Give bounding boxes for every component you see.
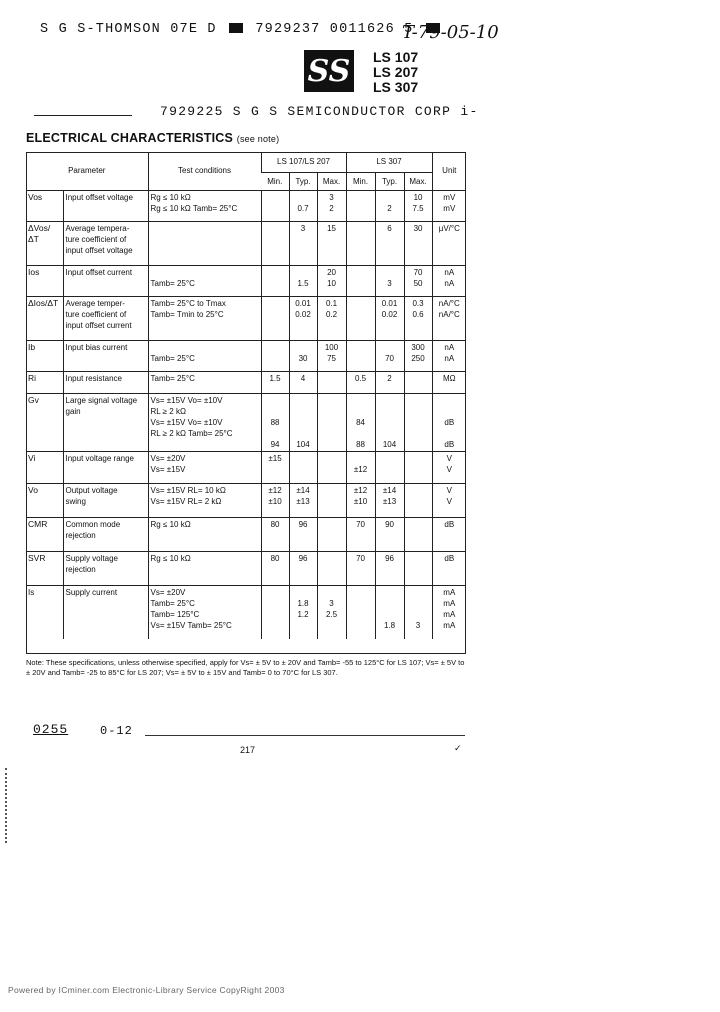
scan-artifact [5,768,10,843]
value-min-ls307: ±12 ±10 [346,483,375,517]
value-min-ls307 [346,221,375,265]
test-condition: Tamb= 25°C [148,371,261,393]
value-min-ls107 [261,221,289,265]
value-min-ls107 [261,585,289,639]
test-condition: Vs= ±15V RL= 10 kΩ Vs= ±15V RL= 2 kΩ [148,483,261,517]
value-max-ls107: 100 75 [317,340,346,371]
param-symbol: Ib [26,340,63,371]
param-name: Input bias current [63,340,148,371]
value-typ-ls107: 4 [289,371,317,393]
value-typ-ls107: 0.01 0.02 [289,296,317,340]
value-min-ls307 [346,296,375,340]
value-typ-ls307 [375,451,404,483]
param-name: Average temper- ture coefficient of input offset current [63,296,148,340]
section-title [26,131,279,145]
section-title-text: ELECTRICAL CHARACTERISTICS [26,131,234,145]
value-unit: mV mV [432,190,466,221]
value-min-ls107: 1.5 [261,371,289,393]
header-company-tail: i- [460,104,479,119]
test-condition: Rg ≤ 10 kΩ [148,551,261,585]
param-name: Average tempera- ture coefficient of input offset voltage [63,221,148,265]
value-unit: dB [432,517,466,551]
footer-code-mid: 0-12 [100,724,133,738]
col-typ: Typ. [375,172,404,190]
value-typ-ls307: 2 [375,371,404,393]
handwritten-date-code: T-79-05-10 [402,22,499,43]
value-max-ls307: 300 250 [404,340,432,371]
test-condition: Vs= ±20V Vs= ±15V [148,451,261,483]
scan-mark-icon: ✓ [454,743,462,753]
test-condition: Tamb= 25°C [148,265,261,296]
value-min-ls307 [346,585,375,639]
value-max-ls107 [317,551,346,585]
value-max-ls307 [404,393,432,451]
col-max: Max. [317,172,346,190]
table-body [26,190,466,639]
value-unit: µV/°C [432,221,466,265]
value-typ-ls107: ±14 ±13 [289,483,317,517]
param-symbol: Vos [26,190,63,221]
value-typ-ls107: 30 [289,340,317,371]
value-min-ls107: ±12 ±10 [261,483,289,517]
param-symbol: Vi [26,451,63,483]
col-unit: Unit [432,152,466,190]
footer-code-left: 0255 [33,722,69,737]
param-name: Input voltage range [63,451,148,483]
param-symbol: SVR [26,551,63,585]
col-min: Min. [261,172,289,190]
value-min-ls307 [346,190,375,221]
value-max-ls307: 30 [404,221,432,265]
table-row [26,551,466,585]
header-code-line [40,22,443,37]
test-condition: Vs= ±20V Tamb= 25°C Tamb= 125°C Vs= ±15V Tamb= 25°C [148,585,261,639]
logo-part-ls107: LS 107 [373,49,419,65]
value-typ-ls107: 1.8 1.2 [289,585,317,639]
value-unit: nA nA [432,265,466,296]
value-typ-ls107 [289,451,317,483]
value-max-ls307: 3 [404,585,432,639]
table-row [26,371,466,393]
value-typ-ls307: ±14 ±13 [375,483,404,517]
param-symbol: CMR [26,517,63,551]
value-min-ls107 [261,265,289,296]
value-typ-ls307: 104 [375,393,404,451]
header-company-code: S G S-THOMSON 07E D [40,22,217,37]
value-unit: MΩ [432,371,466,393]
value-unit: dB [432,551,466,585]
value-typ-ls107: 0.7 [289,190,317,221]
param-symbol: ΔVos/ΔT [26,221,63,265]
col-max: Max. [404,172,432,190]
param-name: Common mode rejection [63,517,148,551]
test-condition: Tamb= 25°C [148,340,261,371]
col-test-conditions: Test conditions [148,152,261,190]
param-name: Input resistance [63,371,148,393]
value-max-ls107: 20 10 [317,265,346,296]
value-max-ls107 [317,451,346,483]
value-min-ls307: 70 [346,517,375,551]
col-group-ls307: LS 307 [346,152,432,172]
logo-part-ls207: LS 207 [373,64,419,80]
param-name: Large signal voltage gain [63,393,148,451]
value-unit: nA nA [432,340,466,371]
param-symbol: Is [28,587,35,597]
value-max-ls307 [404,551,432,585]
value-min-ls307: 0.5 [346,371,375,393]
col-typ: Typ. [289,172,317,190]
value-max-ls107: 15 [317,221,346,265]
table-row [26,265,466,296]
value-typ-ls307: 1.8 [375,585,404,639]
value-max-ls107 [317,371,346,393]
value-max-ls307: 70 50 [404,265,432,296]
table-row [26,517,466,551]
value-typ-ls307: 90 [375,517,404,551]
value-min-ls107: 80 [261,551,289,585]
value-min-ls107: 80 [261,517,289,551]
value-unit: dB dB [432,393,466,451]
value-max-ls107 [317,517,346,551]
value-min-ls107 [261,340,289,371]
value-min-ls307: 84 88 [346,393,375,451]
value-max-ls307 [404,371,432,393]
test-condition: Rg ≤ 10 kΩ [148,517,261,551]
value-unit: nA/°C nA/°C [432,296,466,340]
section-title-note: (see note) [236,134,280,144]
value-max-ls307: 10 7.5 [404,190,432,221]
param-symbol: Ios [26,265,63,296]
param-symbol: Vo [26,483,63,517]
value-min-ls307: ±12 [346,451,375,483]
value-unit: V V [432,451,466,483]
sgs-logo [303,48,431,94]
table-row [26,221,466,265]
test-condition: Rg ≤ 10 kΩ Rg ≤ 10 kΩ Tamb= 25°C [148,190,261,221]
col-min: Min. [346,172,375,190]
table-row [26,190,466,221]
value-max-ls107: 3 2.5 [317,585,346,639]
header-rule [34,115,132,116]
param-name: Supply voltage rejection [63,551,148,585]
value-unit: mA mA mA mA [432,585,466,639]
table-row [26,585,466,639]
value-max-ls307 [404,517,432,551]
param-symbol: Gv [26,393,63,451]
value-typ-ls107: 96 [289,551,317,585]
value-typ-ls107: 104 [289,393,317,451]
value-unit: V V [432,483,466,517]
header-company-line [160,104,479,119]
value-max-ls307: 0.3 0.6 [404,296,432,340]
logo-part-ls307: LS 307 [373,79,419,94]
test-condition: Tamb= 25°C to Tmax Tamb= Tmin to 25°C [148,296,261,340]
table-row [26,393,466,451]
value-typ-ls307: 96 [375,551,404,585]
svg-text:SS: SS [307,54,351,89]
watermark: Powered by ICminer.com Electronic-Library Service CopyRight 2003 [8,985,285,995]
value-typ-ls307: 2 [375,190,404,221]
value-typ-ls307: 0.01 0.02 [375,296,404,340]
value-typ-ls107: 3 [289,221,317,265]
value-min-ls307 [346,265,375,296]
value-max-ls307 [404,451,432,483]
value-max-ls107: 0.1 0.2 [317,296,346,340]
param-name: Supply current [63,585,148,639]
value-min-ls307: 70 [346,551,375,585]
value-min-ls107: ±15 [261,451,289,483]
test-condition: Vs= ±15V Vo= ±10V RL ≥ 2 kΩ Vs= ±15V Vo= ±10V RL ≥ 2 kΩ Tamb= 25°C [148,393,261,451]
value-typ-ls307: 70 [375,340,404,371]
value-min-ls107 [261,190,289,221]
header-numeric-codes: 7929237 0011626 5 [255,22,414,37]
value-max-ls107 [317,483,346,517]
footer-rule [145,735,465,736]
value-max-ls307 [404,483,432,517]
col-parameter: Parameter [26,152,148,190]
param-name: Output voltage swing [63,483,148,517]
value-typ-ls307: 3 [375,265,404,296]
table-row [26,483,466,517]
table-footnote: Note: These specifications, unless otherwise specified, apply for Vs= ± 5V to ± 20V and Tamb= -55 to 125°C for LS 107; Vs= ± 5V to ± 20V and Tamb= -25 to 85°C for LS 207; Vs= ± 5V to ± 15V and Tamb= 0 to 70°C for LS 307. [26,658,465,677]
value-min-ls307 [346,340,375,371]
page-number: 217 [240,745,256,755]
value-typ-ls107: 1.5 [289,265,317,296]
col-group-ls107-ls207: LS 107/LS 207 [261,152,346,172]
value-min-ls107: 88 94 [261,393,289,451]
value-typ-ls307: 6 [375,221,404,265]
header-company-name: 7929225 S G S SEMICONDUCTOR CORP [160,104,452,119]
table-row [26,451,466,483]
table-row [26,296,466,340]
test-condition [148,221,261,265]
param-symbol: Ri [26,371,63,393]
param-symbol: ΔIos/ΔT [26,296,63,340]
sgs-logo-icon [303,48,431,94]
value-min-ls107 [261,296,289,340]
value-max-ls107 [317,393,346,451]
electrical-characteristics-table [26,152,466,639]
param-name: Input offset current [63,265,148,296]
value-max-ls107: 3 2 [317,190,346,221]
table-row [26,340,466,371]
redaction-block-icon [229,23,243,33]
param-name: Input offset voltage [63,190,148,221]
value-typ-ls107: 96 [289,517,317,551]
